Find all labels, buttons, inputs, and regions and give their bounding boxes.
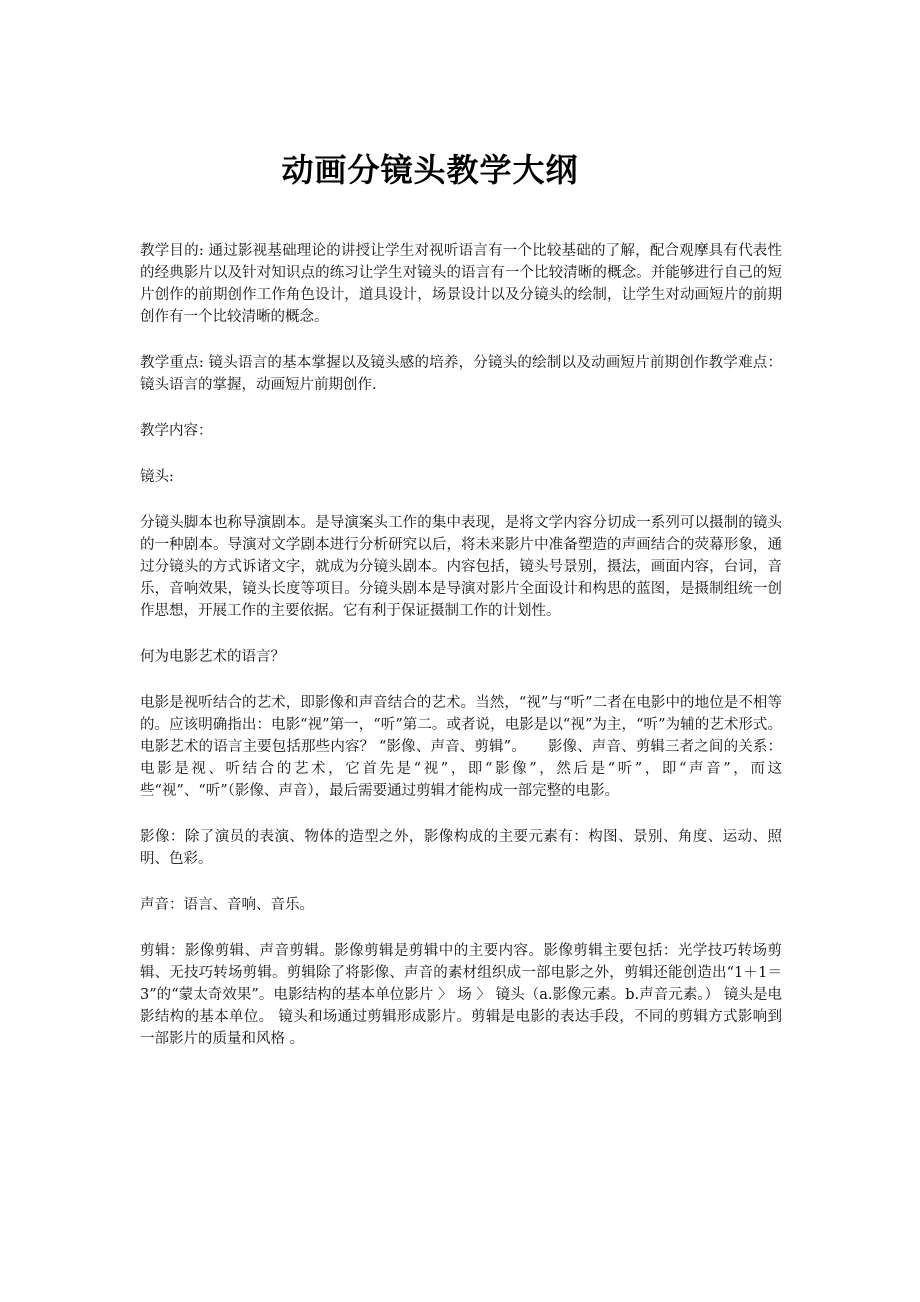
- paragraph-audiovisual-art: 电影是视听结合的艺术，即影像和声音结合的艺术。当然，“视”与“听”二者在电影中的地位是不相等的。应该明确指出：电影“视”第一，“听”第二。或者说，电影是以“视”为主，“听”为辅的艺术形式。电影艺术的语言主要包括那些内容？ “影像、声音、剪辑”。 影像、声音、剪辑三者之间的关系：电影是视、听结合的艺术，它首先是“视”，即“影像”，然后是“听”，即“声音”，而这些“视”、“听”（影像、声音），最后需要通过剪辑才能构成一部完整的电影。: [140, 695, 782, 799]
- paragraph-image-elements: 影像：除了演员的表演、物体的造型之外，影像构成的主要元素有：构图、景别、角度、运动、照明、色彩。: [140, 829, 782, 867]
- paragraph-film-language-question: 何为电影艺术的语言？: [140, 649, 285, 665]
- paragraph-teaching-content: 教学内容：: [140, 423, 213, 439]
- paragraph-teaching-focus: 教学重点: 镜头语言的基本掌握以及镜头感的培养，分镜头的绘制以及动画短片前期创作教学难点：镜头语言的掌握，动画短片前期创作.: [140, 355, 782, 393]
- paragraph-teaching-purpose: 教学目的: 通过影视基础理论的讲授让学生对视听语言有一个比较基础的了解，配合观摩具有代表性的经典影片以及针对知识点的练习让学生对镜头的语言有一个比较清晰的概念。并能够进行自己的短片创作的前期创作工作角色设计，道具设计，场景设计以及分镜头的绘制，让学生对动画短片的前期创作有一个比较清晰的概念。: [140, 243, 782, 325]
- paragraph-shot-heading: 镜头:: [140, 469, 174, 485]
- paragraph-sound-elements: 声音：语言、音响、音乐。: [140, 897, 314, 913]
- document-body: [140, 240, 782, 1074]
- document-title: 动画分镜头教学大纲: [281, 151, 579, 189]
- paragraph-storyboard-script: 分镜头脚本也称导演剧本。是导演案头工作的集中表现，是将文学内容分切成一系列可以摄制的镜头的一种剧本。导演对文学剧本进行分析研究以后，将未来影片中准备塑造的声画结合的荧幕形象，通过分镜头的方式诉诸文字，就成为分镜头剧本。内容包括，镜头号景别，摄法，画面内容，台词，音乐，音响效果，镜头长度等项目。分镜头剧本是导演对影片全面设计和构思的蓝图，是摄制组统一创作思想，开展工作的主要依据。它有利于保证摄制工作的计划性。: [140, 515, 782, 619]
- paragraph-editing: 剪辑：影像剪辑、声音剪辑。影像剪辑是剪辑中的主要内容。影像剪辑主要包括：光学技巧转场剪辑、无技巧转场剪辑。剪辑除了将影像、声音的素材组织成一部电影之外，剪辑还能创造出“1＋1＝3”的“蒙太奇效果”。电影结构的基本单位影片 〉 场 〉 镜头（a.影像元素。b.声音元素。） 镜头是电影结构的基本单位。 镜头和场通过剪辑形成影片。剪辑是电影的表达手段，不同的剪辑方式影响到一部影片的质量和风格 。: [140, 943, 782, 1047]
